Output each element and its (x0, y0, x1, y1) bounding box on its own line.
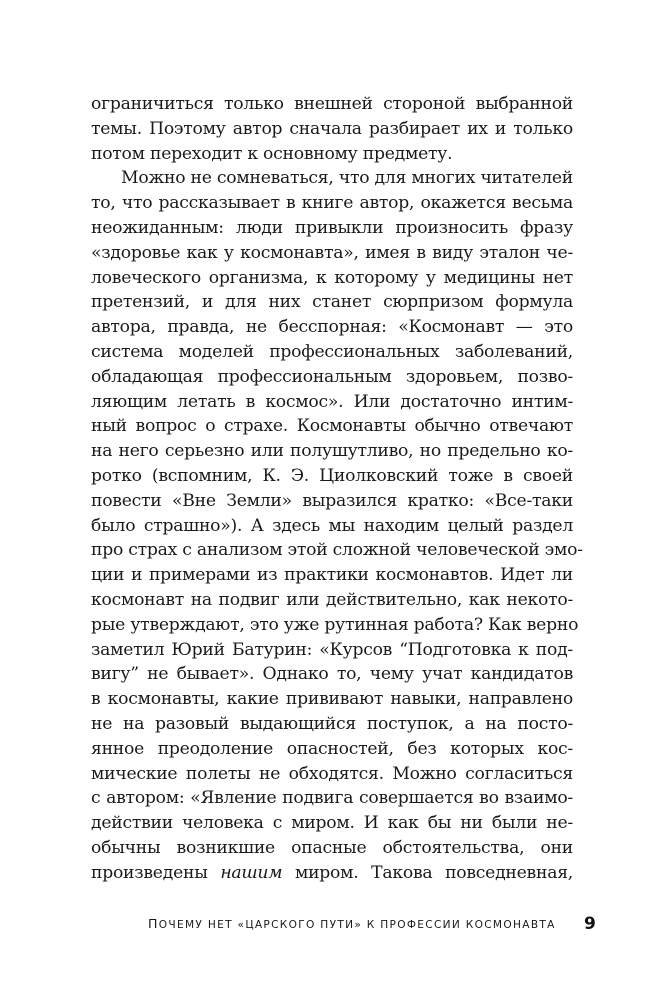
text-line: заметил Юрий Батурин: «Курсов “Подготовка к под- (91, 639, 573, 660)
text-line: неожиданным: люди привыкли произносить фразу (91, 217, 573, 238)
text-line: на него серьезно или полушутливо, но предельно ко- (91, 441, 573, 462)
text-line-with-emphasis (91, 861, 573, 886)
text-line: повести «Вне Земли» выразился кратко: «Все-таки (91, 490, 573, 511)
text-line: ротко (вспомним, К. Э. Циолковский тоже в своей (91, 465, 573, 486)
text-line: в космонавты, какие прививают навыки, направлено (91, 689, 573, 710)
running-head-text: ОЧЕМУ НЕТ «ЦАРСКОГО ПУТИ» К ПРОФЕССИИ КОСМОНАВТА (158, 919, 556, 931)
body-text (91, 92, 583, 886)
text-line: обладающая профессиональным здоровьем, позво- (91, 366, 573, 387)
text-line: было страшно»). А здесь мы находим целый раздел (91, 515, 573, 536)
text-line: «здоровье как у космонавта», имея в виду эталон че- (91, 242, 573, 263)
text-segment: миром. Такова повседневная, (282, 862, 573, 883)
text-line: с автором: «Явление подвига совершается во взаимо- (91, 788, 573, 809)
text-line: ции и примерами из практики космонавтов. Идет ли (91, 565, 573, 586)
text-line: мические полеты не обходятся. Можно согласиться (91, 763, 573, 784)
text-line: не на разовый выдающийся поступок, а на посто- (91, 713, 573, 734)
text-line: ный вопрос о страхе. Космонавты обычно отвечают (91, 416, 573, 437)
text-line: янное преодоление опасностей, без которых кос- (91, 738, 573, 759)
text-line: ловеческого организма, к которому у медицины нет (91, 267, 573, 288)
emphasized-word: нашим (220, 862, 283, 883)
page-number: 9 (584, 914, 596, 934)
text-line: вигу” не бывает». Однако то, чему учат кандидатов (91, 664, 573, 685)
running-head-initial: П (148, 916, 159, 931)
text-line: претензий, и для них станет сюрпризом формула (91, 292, 573, 313)
text-line: ляющим летать в космос». Или достаточно интим- (91, 391, 573, 412)
text-line: то, что рассказывает в книге автор, окажется весьма (91, 193, 573, 214)
text-line: ограничиться только внешней стороной выбранной (91, 94, 573, 114)
text-line: обычны возникшие опасные обстоятельства, они (91, 837, 573, 858)
text-line: рые утверждают, это уже рутинная работа? Как верно (91, 614, 579, 635)
text-line: космонавт на подвиг или действительно, как некото- (91, 589, 573, 610)
text-line: про страх с анализом этой сложной человеческой эмо- (91, 540, 583, 561)
paragraph-first-line: Можно не сомневаться, что для многих читателей (121, 168, 573, 189)
text-line: автора, правда, не бесспорная: «Космонавт — это (91, 317, 573, 338)
text-line: система моделей профессиональных заболеваний, (91, 341, 573, 362)
text-segment: произведены (91, 862, 221, 883)
text-line: действии человека с миром. И как бы ни были не- (91, 813, 573, 834)
running-head (148, 916, 556, 933)
text-line: темы. Поэтому автор сначала разбирает их и только (91, 118, 573, 139)
text-line: потом переходит к основному предмету. (91, 143, 453, 164)
